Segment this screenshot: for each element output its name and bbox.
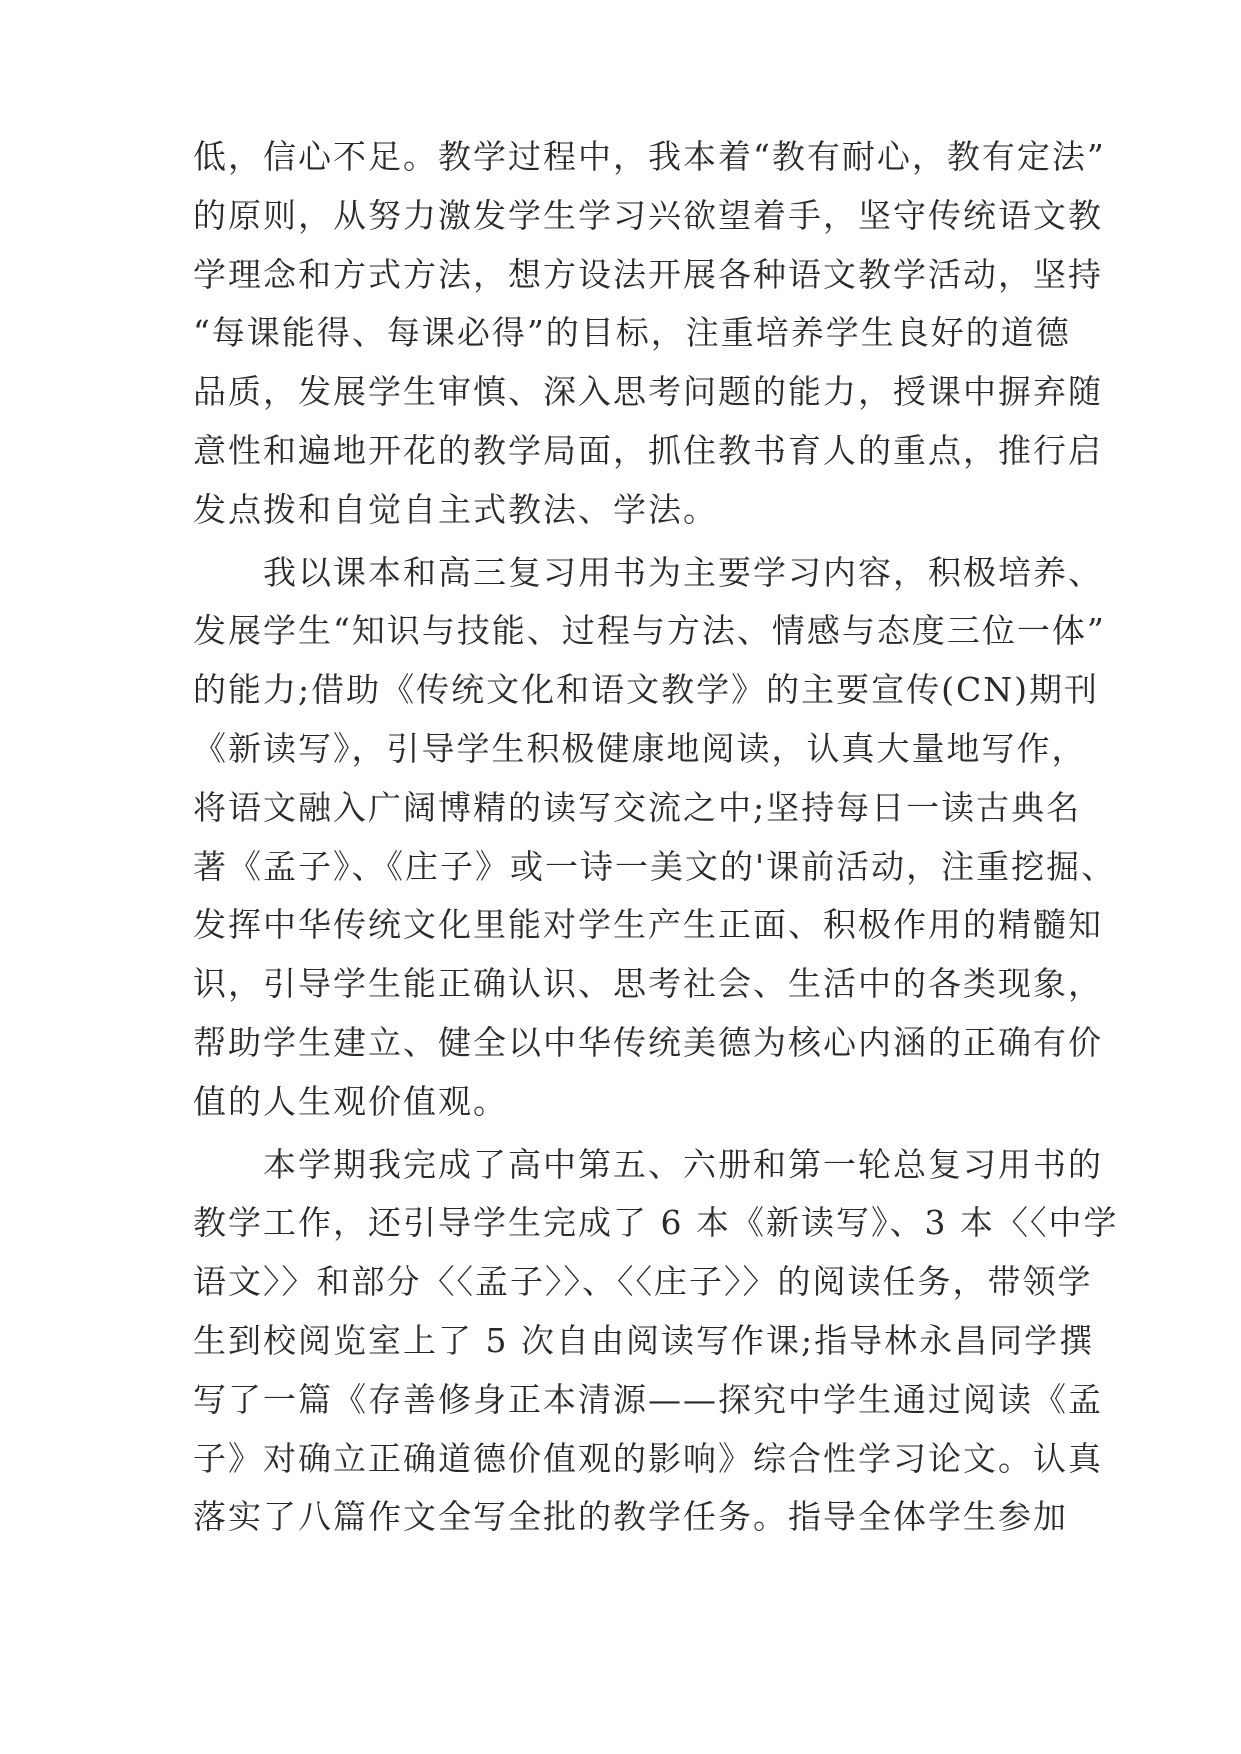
paragraph <box>193 544 1117 1132</box>
text-line: 语文〉〉和部分〈〈孟子〉〉、〈〈庄子〉〉的阅读任务，带领学 <box>193 1262 1093 1302</box>
text-line: 本学期我完成了高中第五、六册和第一轮总复习用书的 <box>193 1144 1103 1184</box>
text-line: 学理念和方式方法，想方设法开展各种语文教学活动，坚持 <box>193 254 1103 294</box>
text-line: 写了一篇《存善修身正本清源——探究中学生通过阅读《孟 <box>193 1379 1103 1419</box>
text-line: 帮助学生建立、健全以中华传统美德为核心内涵的正确有价 <box>193 1022 1103 1062</box>
text-line: 意性和遍地开花的教学局面，抓住教书育人的重点，推行启 <box>193 430 1103 470</box>
text-line: 《新读写》，引导学生积极健康地阅读，认真大量地写作， <box>193 728 1087 768</box>
text-line: 落实了八篇作文全写全批的教学任务。指导全体学生参加 <box>193 1497 1068 1537</box>
text-line: 将语文融入广阔博精的读写交流之中;坚持每日一读古典名 <box>193 787 1082 827</box>
text-line: 教学工作，还引导学生完成了 6 本《新读写》、3 本〈〈中学 <box>193 1203 1119 1243</box>
text-line: “每课能得、每课必得”的目标，注重培养学生良好的道德 <box>193 313 1071 353</box>
text-line: 识，引导学生能正确认识、思考社会、生活中的各类现象， <box>193 964 1103 1004</box>
text-line: 的能力;借助《传统文化和语文教学》的主要宣传(CN)期刊 <box>193 670 1099 710</box>
text-line: 发展学生“知识与技能、过程与方法、情感与态度三位一体” <box>193 611 1106 651</box>
text-line: 低，信心不足。教学过程中，我本着“教有耐心，教有定法” <box>193 137 1106 176</box>
text-line: 著《孟子》、《庄子》或一诗一美文的'课前活动，注重挖掘、 <box>193 846 1117 886</box>
text-line: 我以课本和高三复习用书为主要学习内容，积极培养、 <box>193 552 1103 592</box>
text-line: 生到校阅览室上了 5 次自由阅读写作课;指导林永昌同学撰 <box>193 1320 1095 1360</box>
text-line: 的原则，从努力激发学生学习兴欲望着手，坚守传统语文教 <box>193 195 1103 235</box>
text-line: 发挥中华传统文化里能对学生产生正面、积极作用的精髓知 <box>193 905 1103 945</box>
paragraph <box>193 128 1106 540</box>
text-line: 品质，发展学生审慎、深入思考问题的能力，授课中摒弃随 <box>193 372 1103 412</box>
text-line: 值的人生观价值观。 <box>193 1081 508 1121</box>
document-body <box>193 128 1119 1547</box>
text-line: 发点拨和自觉自主式教法、学法。 <box>193 489 718 529</box>
text-line: 子》对确立正确道德价值观的影响》综合性学习论文。认真 <box>193 1438 1103 1478</box>
paragraph <box>193 1136 1119 1548</box>
